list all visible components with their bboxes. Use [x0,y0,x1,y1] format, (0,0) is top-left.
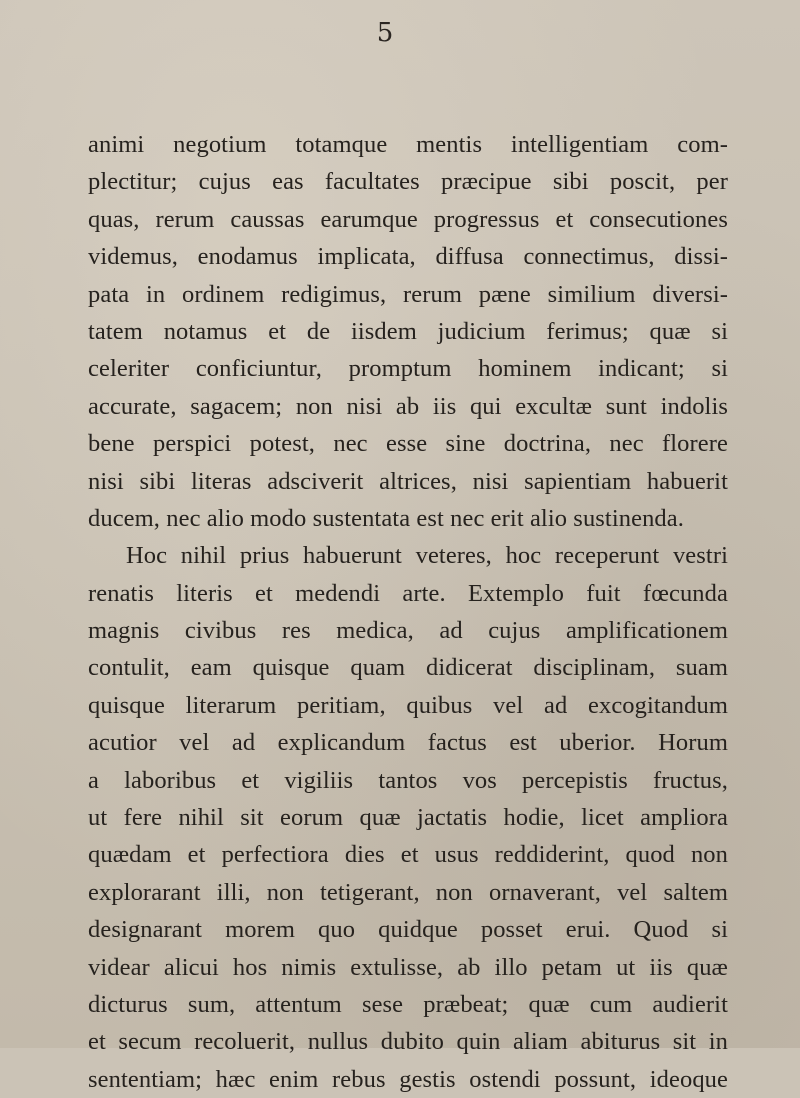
text-line: renatis literis et medendi arte. Extemplo fuit fœcunda [88,579,728,607]
text-line: quisque literarum peritiam, quibus vel ad excogitandum [88,691,728,719]
text-line: magnis civibus res medica, ad cujus amplificationem [88,617,728,645]
text-line: et secum recoluerit, nullus dubito quin aliam abiturus sit in [88,1028,728,1056]
text-line: a laboribus et vigiliis tantos vos percepistis fructus, [88,766,728,794]
text-line: celeriter conficiuntur, promptum hominem indicant; si [88,355,728,383]
body-text [88,126,728,1098]
text-line: acutior vel ad explicandum factus est uberior. Horum [88,729,728,757]
text-line: videmus, enodamus implicata, diffusa connectimus, dissi- [88,243,728,271]
text-line: animi negotium totamque mentis intelligentiam com- [88,131,728,158]
text-line: ducem, nec alio modo sustentata est nec erit alio sustinenda. [88,504,684,532]
text-line: nisi sibi literas adsciverit altrices, nisi sapientiam habuerit [88,467,728,495]
paragraph-start-line: Hoc nihil prius habuerunt veteres, hoc receperunt vestri [126,542,728,570]
page-number: 5 [376,18,394,48]
text-line: quædam et perfectiora dies et usus reddiderint, quod non [88,841,728,869]
text-line: contulit, eam quisque quam didicerat disciplinam, suam [88,654,728,682]
text-line: ut fere nihil sit eorum quæ jactatis hodie, licet ampliora [88,804,728,832]
text-line: pata in ordinem redigimus, rerum pæne similium diversi- [88,280,728,308]
text-line: designarant morem quo quidque posset erui. Quod si [88,916,728,944]
text-line: plectitur; cujus eas facultates præcipue sibi poscit, per [88,168,728,196]
text-line: accurate, sagacem; non nisi ab iis qui excultæ sunt indolis [88,392,728,420]
text-line: sententiam; hæc enim rebus gestis ostendi possunt, ideoque [88,1065,728,1093]
text-line: dicturus sum, attentum sese præbeat; quæ cum audierit [88,990,728,1018]
text-line: bene perspici potest, nec esse sine doctrina, nec florere [88,430,728,458]
text-line: tatem notamus et de iisdem judicium ferimus; quæ si [88,317,728,345]
text-line: explorarant illi, non tetigerant, non ornaverant, vel saltem [88,878,728,906]
text-line: quas, rerum caussas earumque progressus et consecutiones [88,205,728,233]
text-line: videar alicui hos nimis extulisse, ab illo petam ut iis quæ [88,953,728,981]
